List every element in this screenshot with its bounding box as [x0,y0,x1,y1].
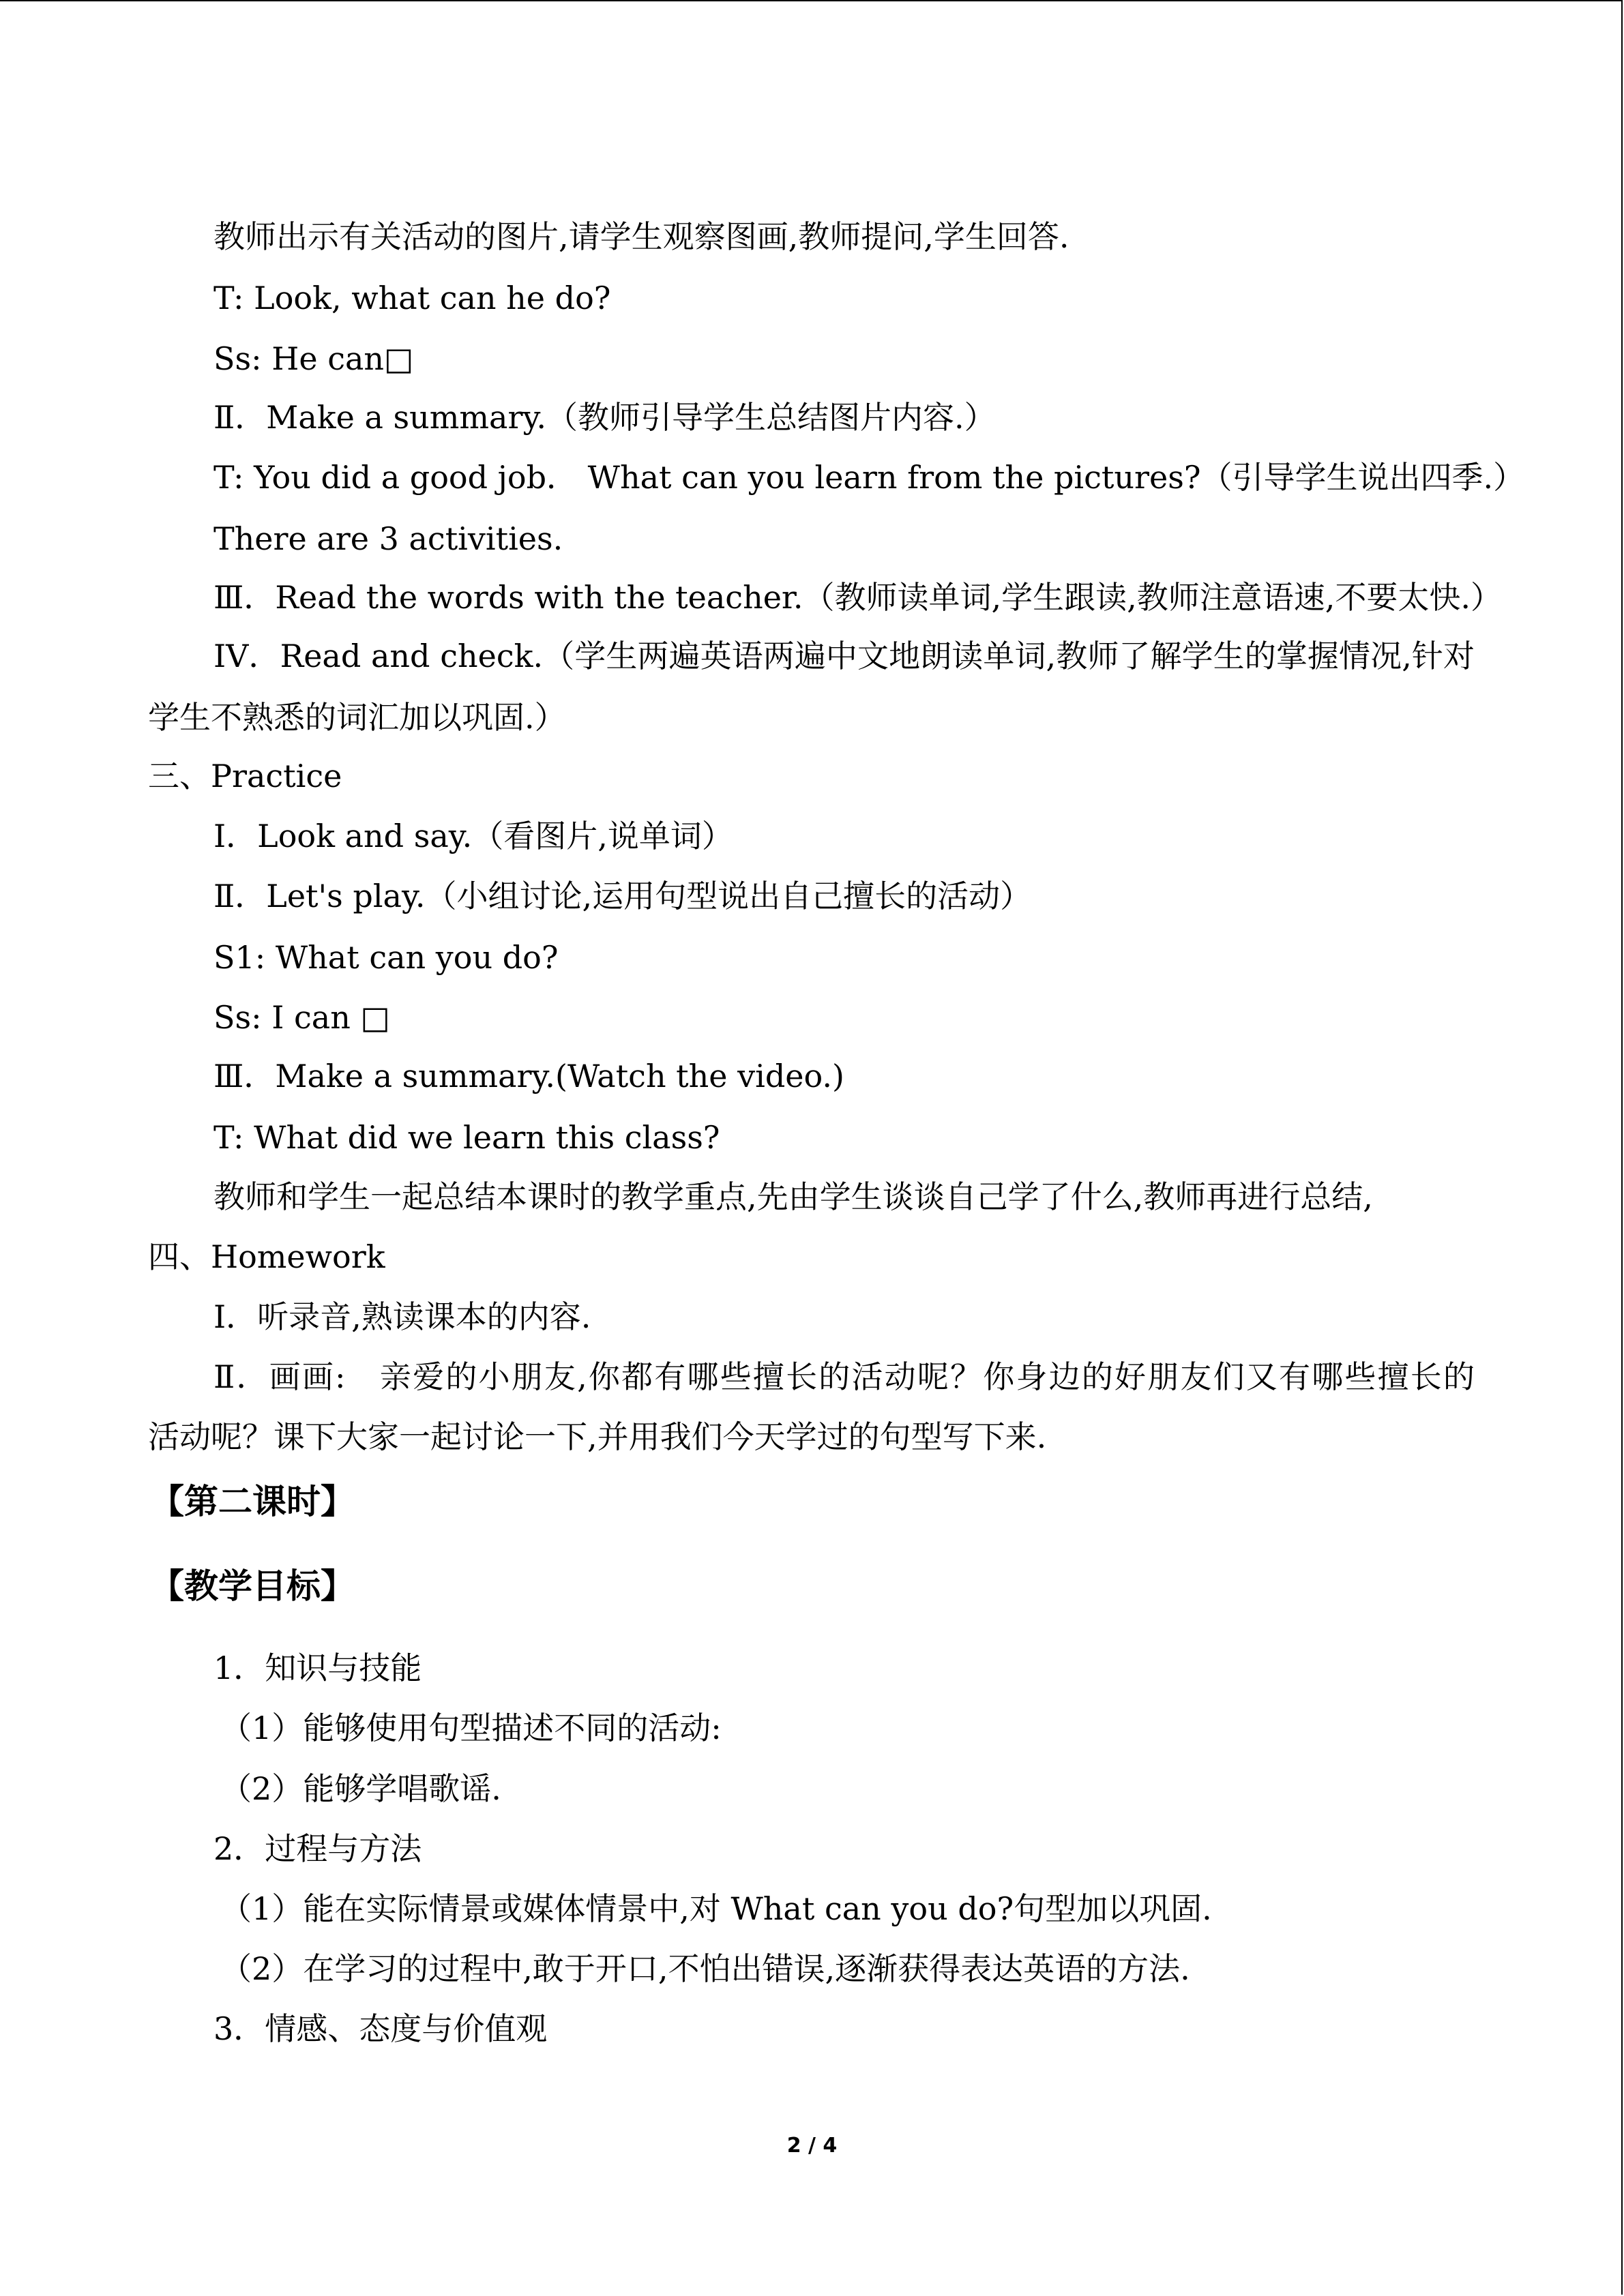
paragraph-line: 学生不熟悉的词汇加以巩固.） [148,699,566,736]
paragraph-line: Ⅲ．Make a summary.(Watch the video.) [213,1058,844,1094]
paragraph-line: There are 3 activities. [213,520,563,557]
section-heading-practice: 三、Practice [148,758,342,794]
objectives-heading: 【教学目标】 [150,1566,355,1606]
paragraph-line: 教师和学生一起总结本课时的教学重点,先由学生谈谈自己学了什么,教师再进行总结, [213,1178,1373,1215]
paragraph-line: （1）能在实际情景或媒体情景中,对 What can you do?句型加以巩固. [220,1890,1212,1927]
paragraph-line: I．听录音,熟读课本的内容. [213,1298,591,1335]
paragraph-line: 活动呢？课下大家一起讨论一下,并用我们今天学过的句型写下来. [148,1418,1047,1455]
paragraph-line: （2）能够学唱歌谣. [220,1770,501,1807]
paragraph-line: Ⅱ．Make a summary.（教师引导学生总结图片内容.） [213,399,996,436]
paragraph-line: T: You did a good job． What can you learn from the pictures?（引导学生说出四季.） [213,459,1525,496]
paragraph-line: IV．Read and check.（学生两遍英语两遍中文地朗读单词,教师了解学生的掌握情况,针对 [213,638,1475,674]
paragraph-line: Ⅲ．Read the words with the teacher.（教师读单词,学生跟读,教师注意语速,不要太快.） [213,579,1502,616]
paragraph-line: S1: What can you do? [213,939,559,976]
paragraph-line: 1．知识与技能 [213,1650,422,1686]
lesson-heading: 【第二课时】 [150,1482,355,1521]
paragraph-line: （2）在学习的过程中,敢于开口,不怕出错误,逐渐获得表达英语的方法. [220,1950,1190,1987]
paragraph-line: Ⅱ．Let's play.（小组讨论,运用句型说出自己擅长的活动） [213,878,1032,914]
section-heading-homework: 四、Homework [148,1238,385,1275]
paragraph-line: Ⅱ．画画: 亲爱的小朋友,你都有哪些擅长的活动呢？你身边的好朋友们又有哪些擅长的 [213,1358,1475,1395]
paragraph-line: （1）能够使用句型描述不同的活动: [220,1710,722,1746]
paragraph-line: 教师出示有关活动的图片,请学生观察图画,教师提问,学生回答. [213,218,1069,255]
paragraph-line: T: What did we learn this class? [213,1119,720,1156]
paragraph-line: I．Look and say.（看图片,说单词） [213,818,733,854]
paragraph-line: Ss: He can□ [213,340,414,377]
paragraph-line: Ss: I can □ [213,999,390,1036]
page-number: 2 / 4 [786,2134,838,2158]
paragraph-line: 2．过程与方法 [213,1830,422,1867]
paragraph-line: 3．情感、态度与价值观 [213,2010,548,2047]
paragraph-line: T: Look, what can he do? [213,280,611,316]
